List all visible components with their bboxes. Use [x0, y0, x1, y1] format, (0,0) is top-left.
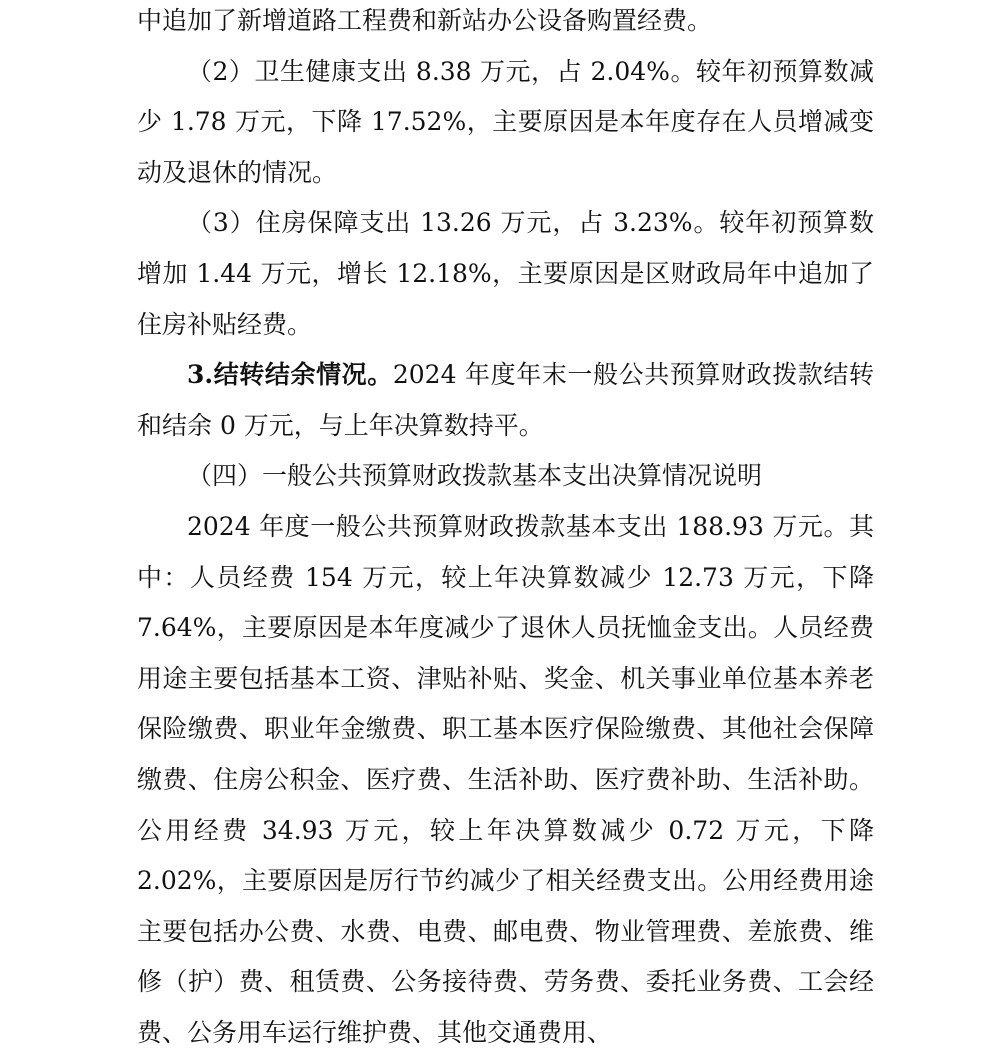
section-heading-basic-expenditure: （四）一般公共预算财政拨款基本支出决算情况说明	[187, 461, 763, 491]
paragraph-basic-expenditure: 2024 年度一般公共预算财政拨款基本支出 188.93 万元。其中：人员经费 154 万元，较上年决算数减少 12.73 万元，下降 7.64%，主要原因是本年度减少了退休人员抚恤金支出。人员经费用途主要包括基本工资、津贴补贴、奖金、机关事业单位基本养老保险缴费、职业年金缴费、职工基本医疗保险缴费、其他社会保障缴费、住房公积金、医疗费、生活补助、医疗费补助、生活补助。公用经费 34.93 万元，较上年决算数减少 0.72 万元，下降 2.02%，主要原因是厉行节约减少了相关经费支出。公用经费用途主要包括办公费、水费、电费、邮电费、物业管理费、差旅费、维修（护）费、租赁费、公务接待费、劳务费、委托业务费、工会经费、公务用车运行维护费、其他交通费用、	[137, 511, 874, 1047]
paragraph-continuation: 中追加了新增道路工程费和新站办公设备购置经费。	[137, 6, 713, 35]
paragraph-carryover	[137, 350, 874, 451]
paragraph-housing-expenditure: （3）住房保障支出 13.26 万元，占 3.23%。较年初预算数增加 1.44 万元，增长 12.18%，主要原因是区财政局年中追加了住房补贴经费。	[137, 208, 874, 339]
carryover-heading: 3.结转结余情况。	[187, 360, 393, 390]
carryover-body: 2024 年度年末一般公共预算财政拨款结转和结余 0 万元，与上年决算数持平。	[137, 360, 874, 440]
document-page	[137, 0, 874, 1058]
paragraph-health-expenditure: （2）卫生健康支出 8.38 万元，占 2.04%。较年初预算数减少 1.78 万元，下降 17.52%，主要原因是本年度存在人员增减变动及退休的情况。	[137, 56, 874, 187]
